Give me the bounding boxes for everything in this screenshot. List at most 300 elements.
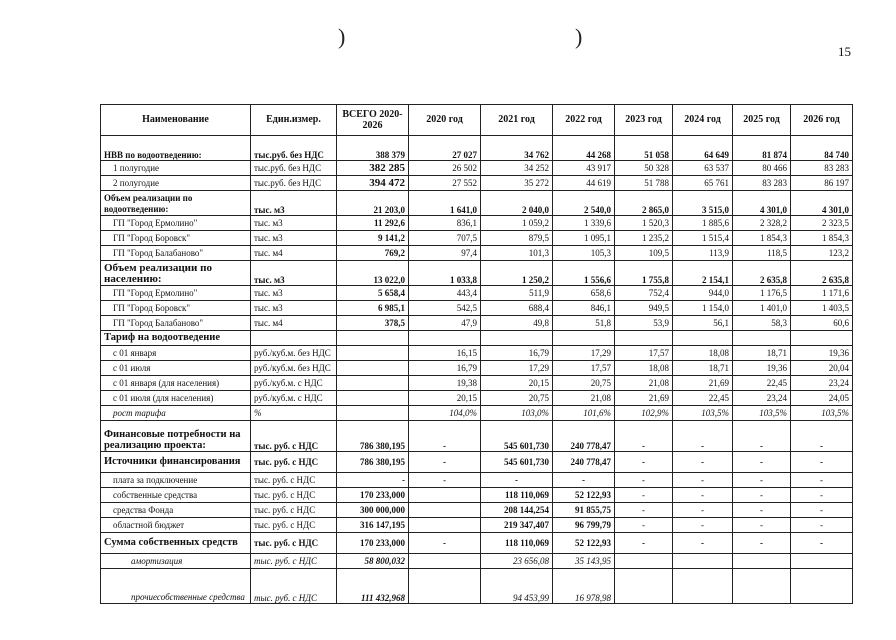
row-value-cell: - [673,503,733,518]
header-2025: 2025 год [733,105,791,136]
row-unit-cell: тыс. м3 [251,286,337,301]
row-value-cell: 16,79 [481,346,553,361]
row-value-cell: - [791,452,853,473]
row-value-cell: 80 466 [733,161,791,176]
row-value-cell: 21,69 [615,391,673,406]
row-unit-cell: тыс.руб. без НДС [251,161,337,176]
row-value-cell [409,488,481,503]
row-value-cell: - [673,421,733,452]
header-2023: 2023 год [615,105,673,136]
table-row [101,161,853,176]
row-value-cell: 24,05 [791,391,853,406]
row-value-cell [615,331,673,346]
row-total-cell: 6 985,1 [337,301,409,316]
row-value-cell: 18,08 [673,346,733,361]
table-row [101,518,853,533]
row-value-cell [673,331,733,346]
row-value-cell: 64 649 [673,136,733,161]
table-row [101,216,853,231]
row-value-cell [409,503,481,518]
row-value-cell: 16,15 [409,346,481,361]
row-value-cell: 58,3 [733,316,791,331]
row-value-cell [733,554,791,569]
row-value-cell: 1 401,0 [733,301,791,316]
row-name-cell: амортизация [101,554,251,569]
table-row [101,316,853,331]
table-row [101,554,853,569]
row-name-cell: Тариф на водоотведение [101,331,251,346]
row-unit-cell [251,331,337,346]
row-value-cell: 1 250,2 [481,261,553,286]
row-name-cell: плата за подключение [101,473,251,488]
row-total-cell: 394 472 [337,176,409,191]
row-value-cell: 103,5% [673,406,733,421]
row-name-cell: с 01 января (для населения) [101,376,251,391]
row-value-cell: 44 268 [553,136,615,161]
row-value-cell: 27 027 [409,136,481,161]
row-value-cell: 18,71 [673,361,733,376]
row-value-cell: 91 855,75 [553,503,615,518]
row-value-cell: 16 978,98 [553,569,615,604]
row-value-cell: 84 740 [791,136,853,161]
row-name-cell: ГП "Город Ермолино" [101,286,251,301]
row-unit-cell: тыс.руб. без НДС [251,136,337,161]
row-name-cell: 2 полугодие [101,176,251,191]
row-value-cell: 17,29 [553,346,615,361]
row-value-cell [673,554,733,569]
row-value-cell: 19,36 [791,346,853,361]
row-value-cell: - [791,421,853,452]
row-value-cell: 53,9 [615,316,673,331]
row-value-cell [553,331,615,346]
header-row [101,105,853,136]
row-value-cell: 101,3 [481,246,553,261]
row-value-cell [615,554,673,569]
row-name-cell: НВВ по водоотведению: [101,136,251,161]
header-name: Наименование [101,105,251,136]
row-total-cell: 378,5 [337,316,409,331]
row-value-cell: 1 154,0 [673,301,733,316]
row-value-cell: 208 144,254 [481,503,553,518]
table-row [101,136,853,161]
row-unit-cell: тыс. руб. с НДС [251,569,337,604]
row-total-cell: 11 292,6 [337,216,409,231]
row-unit-cell: % [251,406,337,421]
row-value-cell: 1 641,0 [409,191,481,216]
row-unit-cell: руб./куб.м. с НДС [251,391,337,406]
row-value-cell: - [409,421,481,452]
row-name-cell: с 01 июля [101,361,251,376]
row-value-cell: - [733,421,791,452]
row-value-cell: - [791,503,853,518]
row-value-cell: 49,8 [481,316,553,331]
row-value-cell: 103,0% [481,406,553,421]
row-unit-cell: тыс. руб. с НДС [251,554,337,569]
table-row [101,376,853,391]
row-name-cell: Объем реализации по водоотведению: [101,191,251,216]
row-value-cell: - [615,452,673,473]
row-total-cell [337,361,409,376]
row-value-cell: 26 502 [409,161,481,176]
row-value-cell: 47,9 [409,316,481,331]
row-value-cell: 23 656,08 [481,554,553,569]
row-value-cell [791,569,853,604]
row-value-cell: 17,57 [615,346,673,361]
row-value-cell: 4 301,0 [791,191,853,216]
row-value-cell [409,569,481,604]
row-unit-cell: тыс. руб. с НДС [251,503,337,518]
row-value-cell: 22,45 [673,391,733,406]
row-value-cell: 27 552 [409,176,481,191]
row-value-cell: - [791,518,853,533]
row-value-cell: 20,15 [481,376,553,391]
row-value-cell: 2 635,8 [733,261,791,286]
table-row [101,406,853,421]
row-unit-cell: тыс. руб. с НДС [251,518,337,533]
table-row [101,503,853,518]
row-value-cell: 52 122,93 [553,488,615,503]
row-value-cell: - [791,473,853,488]
row-value-cell: 443,4 [409,286,481,301]
row-unit-cell: руб./куб.м. с НДС [251,376,337,391]
row-value-cell: 50 328 [615,161,673,176]
row-value-cell: 34 762 [481,136,553,161]
row-value-cell: 16,79 [409,361,481,376]
table-row [101,301,853,316]
row-value-cell: - [733,533,791,554]
row-value-cell: 17,57 [553,361,615,376]
row-value-cell: - [733,518,791,533]
row-value-cell [409,331,481,346]
row-value-cell: - [409,473,481,488]
row-value-cell: - [553,473,615,488]
row-value-cell: 3 515,0 [673,191,733,216]
row-unit-cell: тыс. руб. с НДС [251,452,337,473]
row-value-cell: 104,0% [409,406,481,421]
row-value-cell: - [791,533,853,554]
row-name-cell: Сумма собственных средств [101,533,251,554]
row-value-cell [409,518,481,533]
row-unit-cell: тыс. руб. с НДС [251,533,337,554]
row-value-cell: 1 854,3 [733,231,791,246]
table-row [101,191,853,216]
row-value-cell: 18,71 [733,346,791,361]
row-value-cell: 65 761 [673,176,733,191]
row-value-cell: - [791,488,853,503]
table-row [101,473,853,488]
row-value-cell: 1 520,3 [615,216,673,231]
row-total-cell: 300 000,000 [337,503,409,518]
row-name-cell: областной бюджет [101,518,251,533]
row-value-cell: 102,9% [615,406,673,421]
row-value-cell: 21,08 [553,391,615,406]
row-total-cell: 382 285 [337,161,409,176]
row-value-cell: 44 619 [553,176,615,191]
row-value-cell: 2 540,0 [553,191,615,216]
table-row [101,231,853,246]
row-value-cell: 545 601,730 [481,421,553,452]
row-unit-cell: тыс. м3 [251,261,337,286]
row-total-cell: 13 022,0 [337,261,409,286]
row-total-cell: 388 379 [337,136,409,161]
row-value-cell: 20,75 [553,376,615,391]
row-value-cell: 23,24 [733,391,791,406]
row-value-cell: 63 537 [673,161,733,176]
row-value-cell: 658,6 [553,286,615,301]
row-unit-cell: тыс. руб. с НДС [251,488,337,503]
row-value-cell: 545 601,730 [481,452,553,473]
row-value-cell [615,569,673,604]
row-value-cell: 123,2 [791,246,853,261]
right-bracket-mark: ) [575,24,583,49]
row-value-cell: - [615,503,673,518]
row-value-cell: 219 347,407 [481,518,553,533]
row-value-cell: 2 040,0 [481,191,553,216]
row-value-cell: 846,1 [553,301,615,316]
row-value-cell: 2 635,8 [791,261,853,286]
row-value-cell: - [733,452,791,473]
row-value-cell: 4 301,0 [733,191,791,216]
row-value-cell [733,331,791,346]
row-value-cell: 879,5 [481,231,553,246]
row-value-cell [409,554,481,569]
table-row [101,421,853,452]
row-value-cell: 240 778,47 [553,452,615,473]
table-row [101,569,853,604]
header-unit: Един.измер. [251,105,337,136]
row-value-cell: 542,5 [409,301,481,316]
row-value-cell [481,331,553,346]
row-value-cell: 51,8 [553,316,615,331]
row-value-cell: - [409,533,481,554]
row-name-cell: средства Фонда [101,503,251,518]
row-value-cell: 1 176,5 [733,286,791,301]
row-value-cell [791,554,853,569]
row-value-cell: 60,6 [791,316,853,331]
header-2024: 2024 год [673,105,733,136]
row-name-cell: ГП "Город Ермолино" [101,216,251,231]
row-value-cell: 836,1 [409,216,481,231]
row-unit-cell: тыс. руб. с НДС [251,473,337,488]
row-value-cell: - [615,473,673,488]
row-value-cell: 511,9 [481,286,553,301]
row-value-cell: 22,45 [733,376,791,391]
row-value-cell: 1 339,6 [553,216,615,231]
row-value-cell: 707,5 [409,231,481,246]
row-value-cell: 1 403,5 [791,301,853,316]
header-2022: 2022 год [553,105,615,136]
row-value-cell: 83 283 [791,161,853,176]
row-value-cell: - [615,421,673,452]
table-row [101,176,853,191]
row-value-cell: - [615,488,673,503]
row-total-cell: 769,2 [337,246,409,261]
row-value-cell: 113,9 [673,246,733,261]
row-total-cell: 111 432,968 [337,569,409,604]
row-value-cell: 1 059,2 [481,216,553,231]
table-row [101,331,853,346]
row-value-cell: - [673,473,733,488]
table-row [101,286,853,301]
row-value-cell: 20,15 [409,391,481,406]
row-name-cell: 1 полугодие [101,161,251,176]
row-name-cell: ГП "Город Боровск" [101,301,251,316]
row-value-cell: 43 917 [553,161,615,176]
row-value-cell: 17,29 [481,361,553,376]
row-unit-cell: тыс. м3 [251,216,337,231]
row-value-cell: 1 556,6 [553,261,615,286]
row-value-cell: 2 323,5 [791,216,853,231]
row-total-cell [337,331,409,346]
row-value-cell: 118,5 [733,246,791,261]
row-total-cell: - [337,473,409,488]
row-value-cell [673,569,733,604]
row-value-cell: 52 122,93 [553,533,615,554]
row-value-cell: - [673,488,733,503]
row-total-cell [337,406,409,421]
row-value-cell: 101,6% [553,406,615,421]
row-total-cell [337,391,409,406]
row-name-cell: прочиесобственные средства [101,569,251,604]
row-name-cell: ГП "Город Балабаново" [101,316,251,331]
row-value-cell: 103,5% [733,406,791,421]
row-unit-cell: тыс. м3 [251,191,337,216]
row-name-cell: с 01 января [101,346,251,361]
row-value-cell: - [673,533,733,554]
row-name-cell: ГП "Город Балабаново" [101,246,251,261]
row-value-cell: 1 033,8 [409,261,481,286]
row-value-cell: 105,3 [553,246,615,261]
row-value-cell: 56,1 [673,316,733,331]
table-row [101,533,853,554]
row-value-cell: - [733,473,791,488]
table-row [101,261,853,286]
row-value-cell: 21,08 [615,376,673,391]
row-value-cell: 240 778,47 [553,421,615,452]
header-total: ВСЕГО 2020-2026 [337,105,409,136]
row-unit-cell: руб./куб.м. без НДС [251,346,337,361]
row-unit-cell: тыс. руб. с НДС [251,421,337,452]
row-value-cell: 118 110,069 [481,488,553,503]
row-value-cell: 51 788 [615,176,673,191]
row-value-cell: 944,0 [673,286,733,301]
row-total-cell: 786 380,195 [337,421,409,452]
row-value-cell: 20,75 [481,391,553,406]
row-total-cell: 9 141,2 [337,231,409,246]
row-total-cell: 5 658,4 [337,286,409,301]
row-value-cell: 94 453,99 [481,569,553,604]
row-value-cell: - [673,452,733,473]
row-value-cell: 1 171,6 [791,286,853,301]
row-name-cell: ГП "Город Боровск" [101,231,251,246]
row-value-cell: - [733,503,791,518]
header-2026: 2026 год [791,105,853,136]
row-name-cell: Финансовые потребности на реализацию проекта: [101,421,251,452]
row-value-cell: 23,24 [791,376,853,391]
row-value-cell: 752,4 [615,286,673,301]
row-unit-cell: тыс. м3 [251,301,337,316]
row-value-cell: 81 874 [733,136,791,161]
row-total-cell: 316 147,195 [337,518,409,533]
row-value-cell: 949,5 [615,301,673,316]
row-value-cell: 19,36 [733,361,791,376]
row-unit-cell: тыс. м4 [251,316,337,331]
row-value-cell: 688,4 [481,301,553,316]
row-value-cell [733,569,791,604]
left-bracket-mark: ) [338,24,346,49]
row-unit-cell: руб./куб.м. без НДС [251,361,337,376]
row-value-cell: 109,5 [615,246,673,261]
row-value-cell: 118 110,069 [481,533,553,554]
row-value-cell: - [733,488,791,503]
row-value-cell: 1 755,8 [615,261,673,286]
row-total-cell [337,376,409,391]
row-name-cell: Источники финансирования [101,452,251,473]
row-value-cell: 35 143,95 [553,554,615,569]
row-value-cell: - [673,518,733,533]
row-value-cell [791,331,853,346]
row-value-cell: 19,38 [409,376,481,391]
row-value-cell: 96 799,79 [553,518,615,533]
row-unit-cell: тыс. м3 [251,231,337,246]
row-total-cell: 21 203,0 [337,191,409,216]
page-number: 15 [838,44,851,59]
row-value-cell: 51 058 [615,136,673,161]
row-total-cell [337,346,409,361]
row-name-cell: собственные средства [101,488,251,503]
table-row [101,346,853,361]
table-row [101,361,853,376]
row-value-cell: 86 197 [791,176,853,191]
row-value-cell: 20,04 [791,361,853,376]
row-value-cell: 1 235,2 [615,231,673,246]
row-total-cell: 58 800,032 [337,554,409,569]
row-name-cell: Объем реализации по населению: [101,261,251,286]
row-value-cell: 34 252 [481,161,553,176]
row-total-cell: 786 380,195 [337,452,409,473]
row-unit-cell: тыс. м4 [251,246,337,261]
row-total-cell: 170 233,000 [337,533,409,554]
row-unit-cell: тыс.руб. без НДС [251,176,337,191]
header-2021: 2021 год [481,105,553,136]
row-value-cell: - [481,473,553,488]
row-total-cell: 170 233,000 [337,488,409,503]
row-name-cell: рост тарифа [101,406,251,421]
table-row [101,488,853,503]
row-value-cell: - [409,452,481,473]
row-value-cell: 35 272 [481,176,553,191]
table-row [101,246,853,261]
row-value-cell: 2 865,0 [615,191,673,216]
row-value-cell: 2 328,2 [733,216,791,231]
row-value-cell: 21,69 [673,376,733,391]
table-row [101,391,853,406]
row-value-cell: 1 095,1 [553,231,615,246]
row-value-cell: - [615,533,673,554]
row-value-cell: 97,4 [409,246,481,261]
header-2020: 2020 год [409,105,481,136]
row-value-cell: 83 283 [733,176,791,191]
financial-table [100,104,853,604]
row-name-cell: с 01 июля (для населения) [101,391,251,406]
row-value-cell: - [615,518,673,533]
row-value-cell: 18,08 [615,361,673,376]
table-row [101,452,853,473]
row-value-cell: 1 515,4 [673,231,733,246]
row-value-cell: 103,5% [791,406,853,421]
row-value-cell: 1 854,3 [791,231,853,246]
row-value-cell: 2 154,1 [673,261,733,286]
